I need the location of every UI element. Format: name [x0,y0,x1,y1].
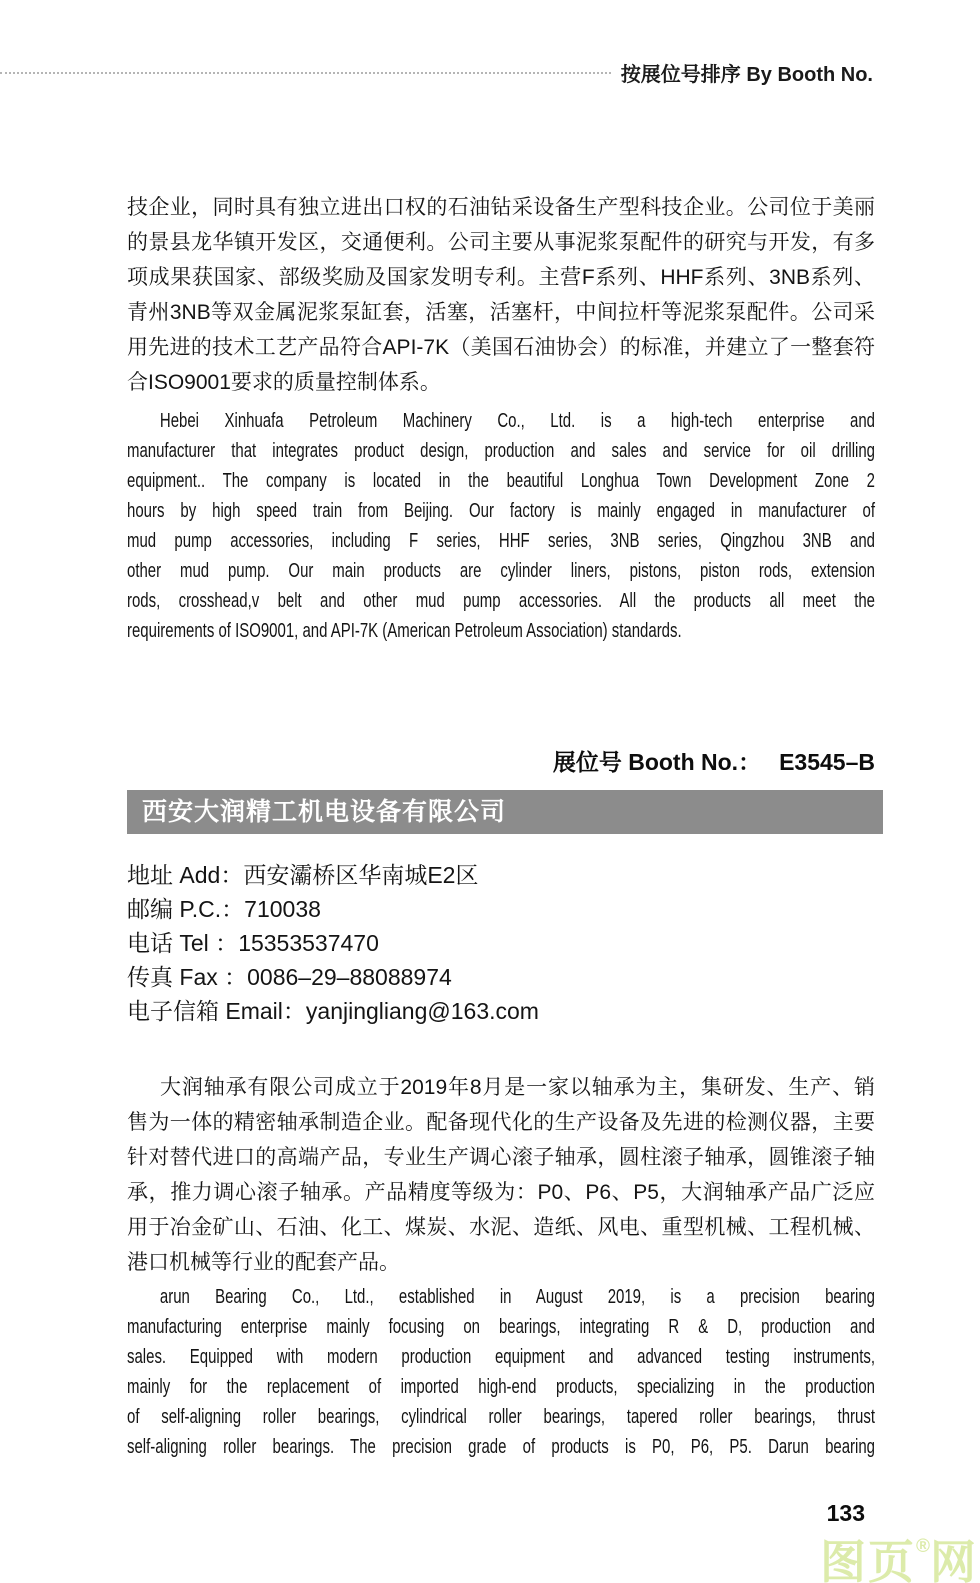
fax-label: 传真 Fax ： [127,964,248,990]
text-line: 的景县龙华镇开发区，交通便利。公司主要从事泥浆泵配件的研究与开发，有多 [127,231,875,254]
phone-value: 15353537470 [238,930,379,956]
text-line: mainly for the replacement of imported high-end products, specializing in the production [127,1376,875,1398]
postcode-label: 邮编 P.C.： [127,896,245,922]
text-line: sales. Equipped with modern production equipment and advanced testing instruments, [127,1346,875,1368]
page-number: 133 [826,1500,865,1526]
text-line: 港口机械等行业的配套产品。 [127,1251,400,1274]
text-line: mud pump accessories, including F series, HHF series, 3NB series, Qingzhou 3NB and [127,530,875,552]
text-line: hours by high speed train from Beijing. Our factory is mainly engaged in manufacturer of [127,500,875,522]
text-line: manufacturing enterprise mainly focusing on bearings, integrating R & D, production and [127,1316,875,1338]
text-line: rods, crosshead,v belt and other mud pump accessories. All the products all meet the [127,590,875,612]
text-line: manufacturer that integrates product design, production and sales and service for oil drilling [127,440,875,462]
watermark-text-left: 图页 [820,1536,916,1583]
text-line: 大润轴承有限公司成立于2019年8月是一家以轴承为主，集研发、生产、销 [160,1076,875,1099]
address-label: 地址 Add： [127,862,244,888]
continuation-cn-paragraph [127,190,875,400]
fax-value: 0086–29–88088974 [247,964,452,990]
email-value: yanjingliang@163.com [305,998,539,1024]
text-line: 用先进的技术工艺产品符合API-7K（美国石油协会）的标准，并建立了一整套符 [127,336,875,359]
dotted-rule [0,72,611,74]
text-line: 针对替代进口的高端产品，专业生产调心滚子轴承，圆柱滚子轴承，圆锥滚子轴 [127,1146,875,1169]
text-line: requirements of ISO9001, and API-7K (American Petroleum Association) standards. [127,620,682,642]
postcode-value: 710038 [244,896,321,922]
page-header [0,58,873,87]
contact-row-fax [127,960,875,994]
text-line: Hebei Xinhuafa Petroleum Machinery Co., Ltd. is a high-tech enterprise and [159,410,876,432]
booth-number-label: 展位号 Booth No.： [552,749,762,775]
contact-info [127,858,875,1028]
email-label: 电子信箱 Email： [127,998,306,1024]
text-line: equipment.. The company is located in the beautiful Longhua Town Development Zone 2 [127,470,875,492]
watermark-text-right: 网 [930,1536,978,1583]
sort-order-label: 按展位号排序 By Booth No. [620,64,873,86]
text-line: 合ISO9001要求的质量控制体系。 [127,371,441,394]
text-line: of self-aligning roller bearings, cylindrical roller bearings, tapered roller bearings, thrust [127,1406,875,1428]
text-line: self-aligning roller bearings. The precision grade of products is P0, P6, P5. Darun bearing [127,1436,875,1458]
text-line: 承，推力调心滚子轴承。产品精度等级为：P0、P6、P5，大润轴承产品广泛应 [127,1181,875,1204]
continuation-en-paragraph [127,406,875,646]
contact-row-address [127,858,875,892]
booth-number-value: E3545–B [779,749,875,775]
company-en-paragraph [127,1282,875,1462]
contact-row-postcode [127,892,875,926]
address-value: 西安灞桥区华南城E2区 [243,862,479,888]
text-line: 用于冶金矿山、石油、化工、煤炭、水泥、造纸、风电、重型机械、工程机械、 [127,1216,875,1239]
company-cn-paragraph [127,1070,875,1280]
watermark-logo [820,1522,978,1583]
company-name-banner [127,790,883,834]
text-line: 售为一体的精密轴承制造企业。配备现代化的生产设备及先进的检测仪器，主要 [127,1111,875,1134]
company-name: 西安大润精工机电设备有限公司 [142,798,507,826]
text-line: arun Bearing Co., Ltd., established in August 2019, is a precision bearing [159,1286,876,1308]
text-line: 项成果获国家、部级奖励及国家发明专利。主营F系列、HHF系列、3NB系列、 [127,266,875,289]
phone-label: 电话 Tel ： [127,930,239,956]
text-line: 青州3NB等双金属泥浆泵缸套，活塞，活塞杆，中间拉杆等泥浆泵配件。公司采 [127,301,875,324]
registered-trademark-icon: ® [916,1536,930,1557]
booth-number-line [127,748,875,776]
text-line: 技企业，同时具有独立进出口权的石油钻采设备生产型科技企业。公司位于美丽 [127,196,875,219]
text-line: other mud pump. Our main products are cylinder liners, pistons, piston rods, extension [127,560,875,582]
contact-row-phone [127,926,875,960]
contact-row-email [127,994,875,1028]
page-content [127,190,875,1462]
